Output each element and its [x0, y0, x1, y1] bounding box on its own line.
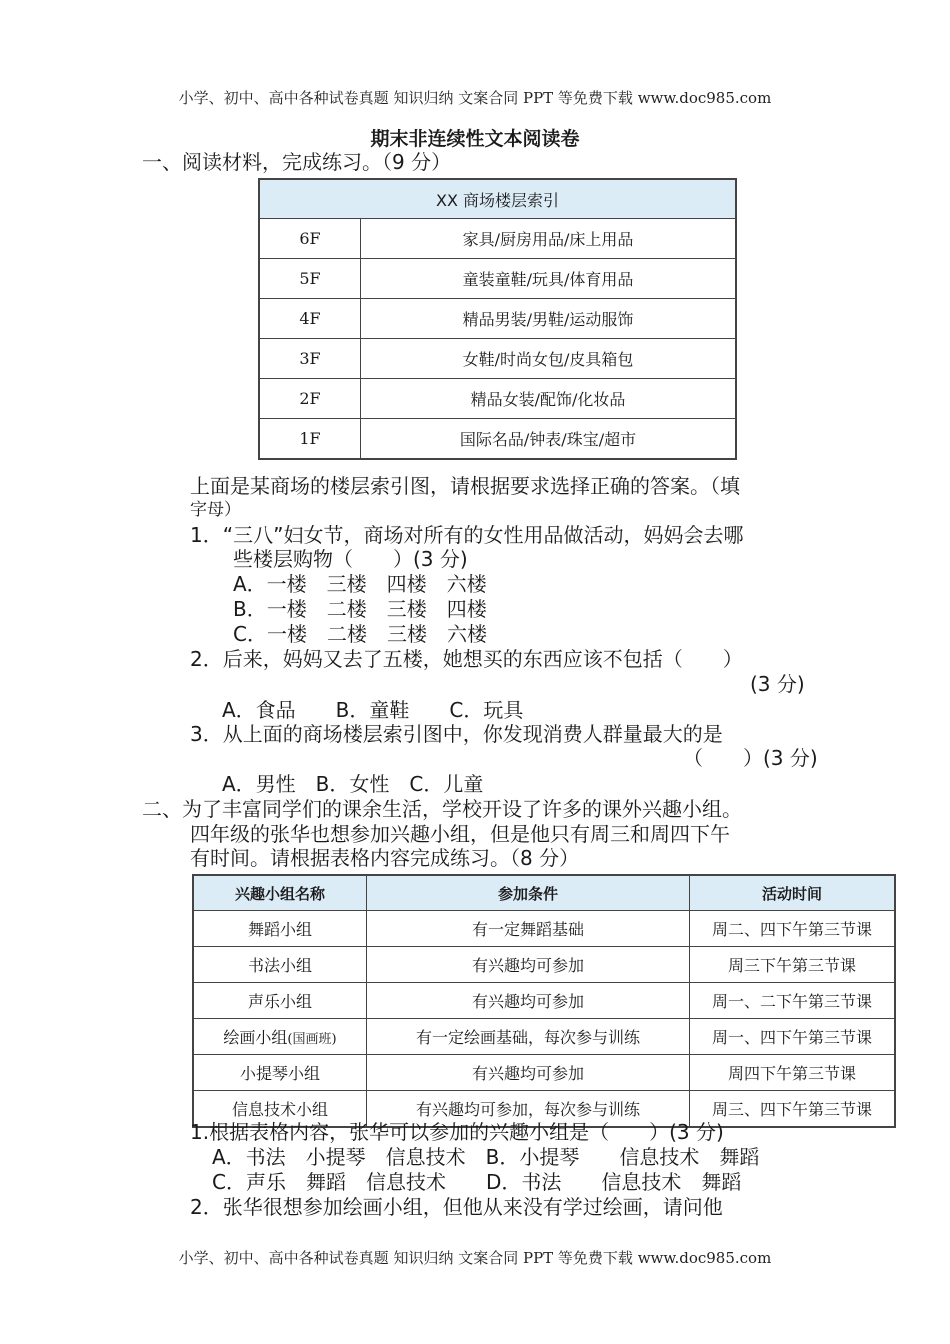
section2-heading-cont2: 有时间。请根据表格内容完成练习。（8 分） — [190, 846, 580, 870]
question-2: 2．后来，妈妈又去了五楼，她想买的东西应该不包括（ ） — [190, 647, 743, 671]
group-time: 周二、四下午第三节课 — [690, 911, 896, 947]
group-name: 小提琴小组 — [193, 1055, 367, 1091]
table-row — [259, 299, 736, 339]
group-name: 信息技术小组 — [193, 1091, 367, 1128]
col-header-time: 活动时间 — [690, 875, 896, 911]
floor-table-title: XX 商场楼层索引 — [259, 179, 736, 219]
table-row — [193, 1055, 895, 1091]
group-condition: 有兴趣均可参加 — [367, 983, 690, 1019]
floor-cell: 2F — [259, 379, 361, 419]
items-cell: 精品女装/配饰/化妆品 — [361, 379, 737, 419]
footer-banner: 小学、初中、高中各种试卷真题 知识归纳 文案合同 PPT 等免费下载 www.doc985.com — [178, 1249, 772, 1267]
option-a: A．一楼 三楼 四楼 六楼 — [233, 572, 487, 596]
floor-cell: 1F — [259, 419, 361, 460]
group-name-text: 绘画小组 — [223, 1028, 288, 1047]
s2-question-1-options-2: C．声乐 舞蹈 信息技术 D．书法 信息技术 舞蹈 — [212, 1170, 742, 1194]
table-row — [193, 983, 895, 1019]
group-time: 周三下午第三节课 — [690, 947, 896, 983]
question-2-options: A．食品 B．童鞋 C．玩具 — [222, 698, 524, 722]
s2-question-2: 2．张华很想参加绘画小组，但他从来没有学过绘画，请问他 — [190, 1195, 723, 1219]
table-row — [259, 419, 736, 460]
option-c: C．一楼 二楼 三楼 六楼 — [233, 622, 487, 646]
floor-cell: 3F — [259, 339, 361, 379]
items-cell: 国际名品/钟表/珠宝/超市 — [361, 419, 737, 460]
group-name-note: (国画班) — [287, 1032, 337, 1047]
question-3-cont: （ ）(3 分) — [683, 746, 818, 770]
group-time: 周四下午第三节课 — [690, 1055, 896, 1091]
page-title: 期末非连续性文本阅读卷 — [370, 128, 580, 150]
interest-group-table — [192, 874, 896, 1128]
group-name — [193, 1019, 367, 1055]
floor-cell: 4F — [259, 299, 361, 339]
items-cell: 精品男装/男鞋/运动服饰 — [361, 299, 737, 339]
table-row — [193, 911, 895, 947]
question-1-cont: 些楼层购物（ ）(3 分) — [233, 547, 468, 571]
section1-intro: 上面是某商场的楼层索引图，请根据要求选择正确的答案。（填 — [190, 474, 740, 498]
question-1: 1．“三八”妇女节，商场对所有的女性用品做活动，妈妈会去哪 — [190, 523, 744, 547]
group-name: 舞蹈小组 — [193, 911, 367, 947]
s2-question-1: 1.根据表格内容，张华可以参加的兴趣小组是（ ）(3 分) — [190, 1120, 724, 1144]
group-condition: 有兴趣均可参加 — [367, 1055, 690, 1091]
col-header-condition: 参加条件 — [367, 875, 690, 911]
section2-heading: 二、为了丰富同学们的课余生活，学校开设了许多的课外兴趣小组。 — [142, 797, 742, 821]
section1-heading: 一、阅读材料，完成练习。（9 分） — [142, 150, 452, 174]
group-time: 周一、二下午第三节课 — [690, 983, 896, 1019]
group-condition: 有一定舞蹈基础 — [367, 911, 690, 947]
option-b: B．一楼 二楼 三楼 四楼 — [233, 597, 487, 621]
table-row — [259, 259, 736, 299]
section2-heading-cont: 四年级的张华也想参加兴趣小组，但是他只有周三和周四下午 — [190, 822, 730, 846]
floor-index-table — [258, 178, 737, 460]
items-cell: 童装童鞋/玩具/体育用品 — [361, 259, 737, 299]
question-3: 3．从上面的商场楼层索引图中，你发现消费人群量最大的是 — [190, 722, 723, 746]
table-row — [259, 219, 736, 259]
group-name: 书法小组 — [193, 947, 367, 983]
table-row — [259, 379, 736, 419]
section1-intro-cont: 字母） — [190, 500, 241, 520]
group-condition: 有兴趣均可参加，每次参与训练 — [367, 1091, 690, 1128]
table-row — [259, 339, 736, 379]
group-name: 声乐小组 — [193, 983, 367, 1019]
items-cell: 女鞋/时尚女包/皮具箱包 — [361, 339, 737, 379]
table-row — [193, 947, 895, 983]
group-condition: 有一定绘画基础，每次参与训练 — [367, 1019, 690, 1055]
floor-cell: 6F — [259, 219, 361, 259]
group-time: 周一、四下午第三节课 — [690, 1019, 896, 1055]
s2-question-1-options-1: A．书法 小提琴 信息技术 B．小提琴 信息技术 舞蹈 — [212, 1145, 760, 1169]
group-condition: 有兴趣均可参加 — [367, 947, 690, 983]
question-3-options: A．男性 B．女性 C．儿童 — [222, 772, 484, 796]
items-cell: 家具/厨房用品/床上用品 — [361, 219, 737, 259]
group-time: 周三、四下午第三节课 — [690, 1091, 896, 1128]
col-header-name: 兴趣小组名称 — [193, 875, 367, 911]
floor-cell: 5F — [259, 259, 361, 299]
table-row — [193, 1019, 895, 1055]
question-2-score: (3 分) — [750, 672, 805, 696]
header-banner: 小学、初中、高中各种试卷真题 知识归纳 文案合同 PPT 等免费下载 www.doc985.com — [178, 89, 772, 107]
